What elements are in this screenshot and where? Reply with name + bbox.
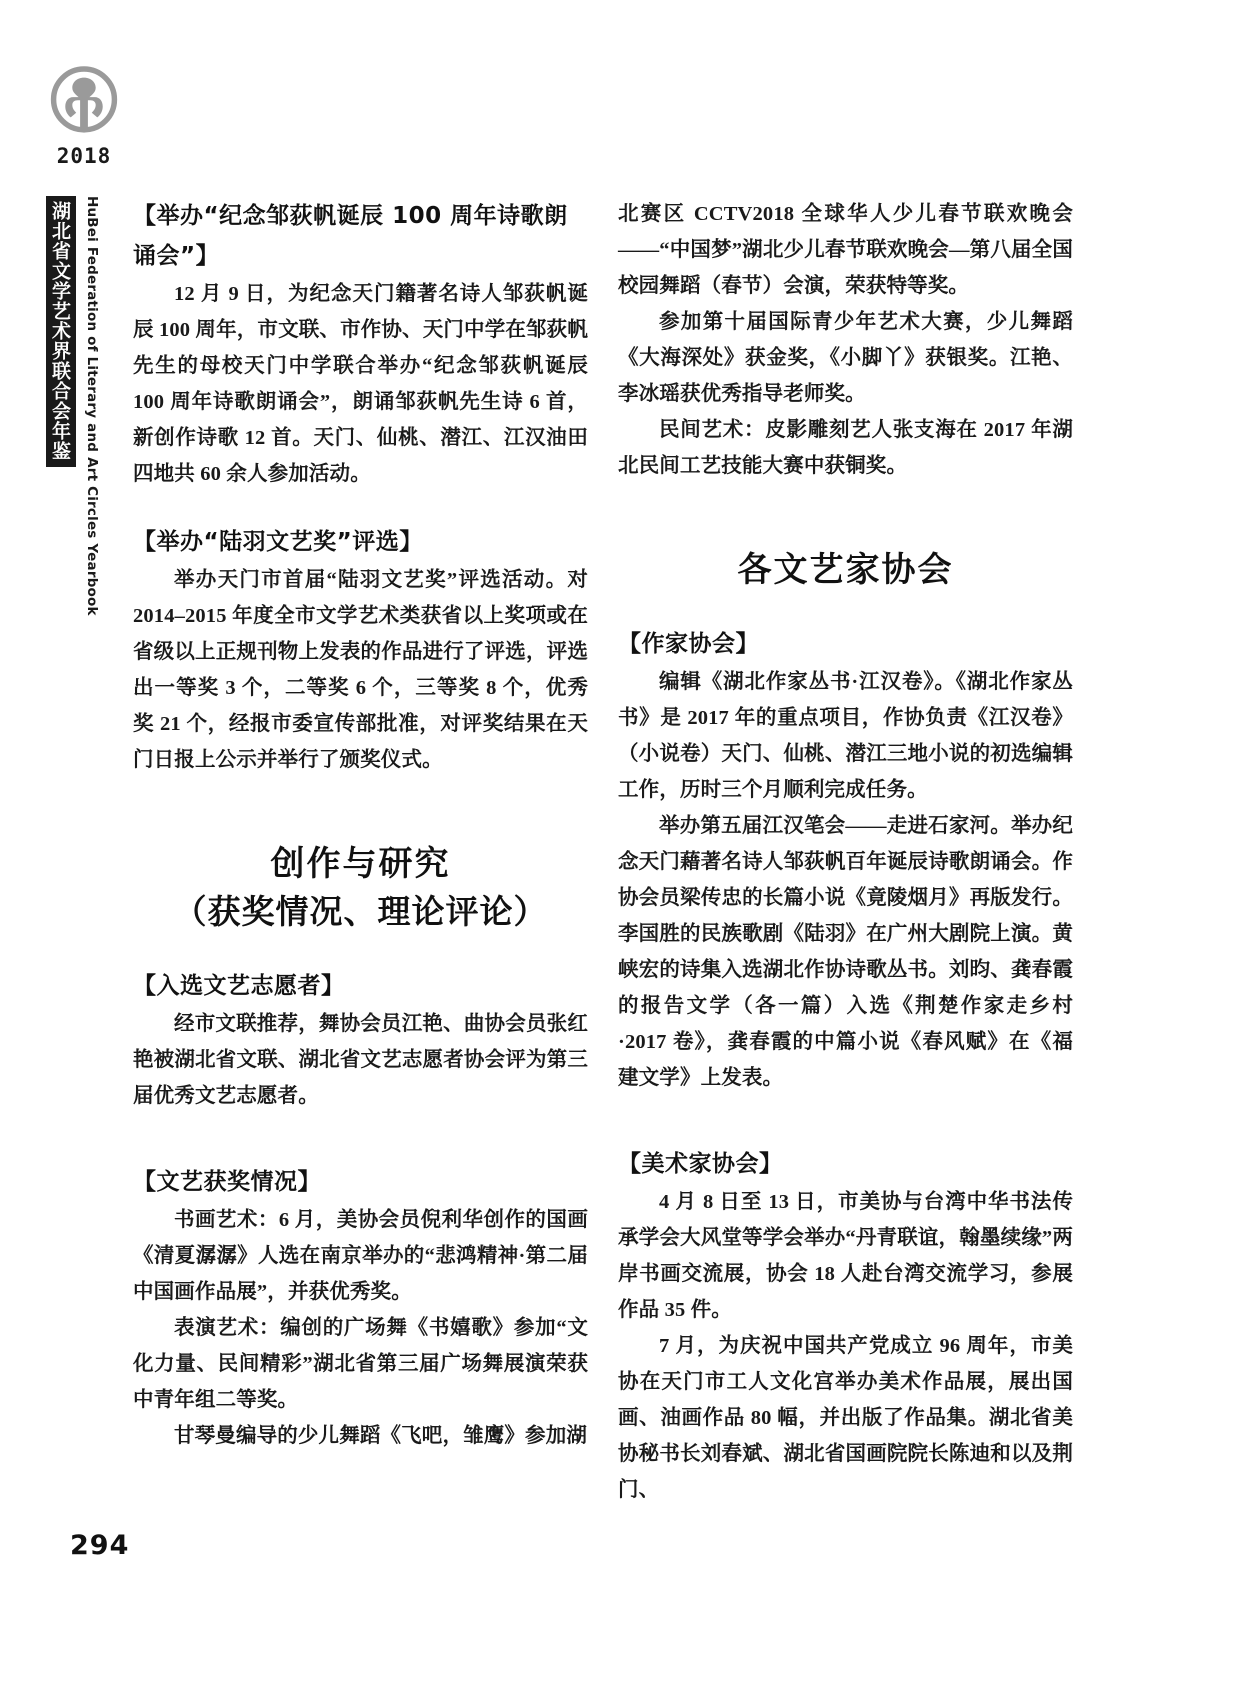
heading-writers-association: 【作家协会】: [618, 631, 759, 657]
federation-emblem-icon: [45, 62, 123, 140]
paragraph-performing-arts: 表演艺术：编创的广场舞《书嬉歌》参加“文化力量、民间精彩”湖北省第三届广场舞展演荣获中青年组二等奖。: [133, 1317, 588, 1411]
masthead: [36, 62, 132, 168]
paragraph-folk-art: 民间艺术：皮影雕刻艺人张支海在 2017 年湖北民间工艺技能大赛中获铜奖。: [618, 419, 1073, 477]
paragraph-childrens-dance: 甘琴曼编导的少儿舞蹈《飞吧，雏鹰》参加湖: [174, 1425, 587, 1447]
paragraph-international-youth-contest: 参加第十届国际青少年艺术大赛，少儿舞蹈《大海深处》获金奖，《小脚丫》获银奖。江艳、李冰瑶获优秀指导老师奖。: [618, 311, 1073, 405]
paragraph-luyu-award: 举办天门市首届“陆羽文艺奖”评选活动。对 2014–2015 年度全市文学艺术类获省以上奖项或在省级以上正规刊物上发表的作品进行了评选，评选出一等奖 3 个，二等奖 6 个，三等奖 8 个，优秀奖 21 个，经报市委宣传部批准，对评奖结果在天门日报上公示并举行了颁奖仪式。: [133, 569, 588, 771]
paragraph-calligraphy-painting: 书画艺术：6 月，美协会员倪利华创作的国画《清夏潺潺》人选在南京举办的“悲鸿精神·第二届中国画作品展”，并获优秀奖。: [133, 1209, 588, 1303]
section-title-associations: 各文艺家协会: [737, 550, 954, 590]
section-title-creation-research: [133, 840, 588, 936]
paragraph-cctv-gala: 北赛区 CCTV2018 全球华人少儿春节联欢晚会——“中国梦”湖北少儿春节联欢晚会—第八届全国校园舞蹈（春节）会演，荣获特等奖。: [618, 203, 1073, 297]
paragraph-taiwan-exchange-exhibition: 4 月 8 日至 13 日，市美协与台湾中华书法传承学会大风堂等学会举办“丹青联谊，翰墨续缘”两岸书画交流展，协会 18 人赴台湾交流学习，参展作品 35 件。: [618, 1191, 1073, 1321]
paragraph-hubei-writers-series: 编辑《湖北作家丛书·江汉卷》。《湖北作家丛书》是 2017 年的重点项目，作协负责《江汉卷》（小说卷）天门、仙桃、潜江三地小说的初选编辑工作，历时三个月顺利完成任务。: [618, 671, 1073, 801]
paragraph-jianghan-writing-conference: 举办第五届江汉笔会——走进石家河。举办纪念天门藉著名诗人邹荻帆百年诞辰诗歌朗诵会。作协会员梁传忠的长篇小说《竟陵烟月》再版发行。李国胜的民族歌剧《陆羽》在广州大剧院上演。黄峡宏的诗集入选湖北作协诗歌丛书。刘昀、龚春霞的报告文学（各一篇）入选《荆楚作家走乡村·2017 卷》，龚春霞的中篇小说《春风赋》在《福建文学》上发表。: [618, 815, 1073, 1089]
logo-year: 2018: [56, 144, 112, 168]
section-title-main: 创作与研究: [270, 844, 451, 884]
heading-art-volunteers: 【入选文艺志愿者】: [133, 973, 345, 999]
column-right: [618, 196, 1073, 1508]
column-left: [133, 196, 588, 1454]
section-title-sub: （获奖情况、理论评论）: [173, 892, 548, 931]
paragraph-poetry-recital: 12 月 9 日，为纪念天门籍著名诗人邹荻帆诞辰 100 周年，市文联、市作协、天门中学在邹荻帆先生的母校天门中学联合举办“纪念邹荻帆诞辰 100 周年诗歌朗诵会”，朗诵邹荻帆先生诗 6 首，新创作诗歌 12 首。天门、仙桃、潜江、江汉油田四地共 60 余人参加活动。: [133, 283, 588, 485]
spine-banner: [40, 196, 118, 616]
heading-artists-association: 【美术家协会】: [618, 1151, 783, 1177]
paragraph-art-volunteers: 经市文联推荐，舞协会员江艳、曲协会员张红艳被湖北省文联、湖北省文艺志愿者协会评为第三届优秀文艺志愿者。: [133, 1013, 588, 1107]
spine-title-cn: 湖北省文学艺术界联合会年鉴: [46, 196, 76, 467]
heading-art-awards: 【文艺获奖情况】: [133, 1169, 321, 1195]
spine-title-en: HuBei Federation of Literary and Art Circles Yearbook: [84, 196, 100, 616]
heading-luyu-award: 【举办“陆羽文艺奖”评选】: [133, 529, 423, 555]
page-number: 294: [70, 1530, 130, 1561]
heading-poetry-recital: 【举办“纪念邹荻帆诞辰 100 周年诗歌朗诵会”】: [133, 203, 568, 269]
paragraph-party-anniversary-exhibition: 7 月，为庆祝中国共产党成立 96 周年，市美协在天门市工人文化宫举办美术作品展，展出国画、油画作品 80 幅，并出版了作品集。湖北省美协秘书长刘春斌、湖北省国画院院长陈迪和以及荆门、: [618, 1335, 1073, 1501]
